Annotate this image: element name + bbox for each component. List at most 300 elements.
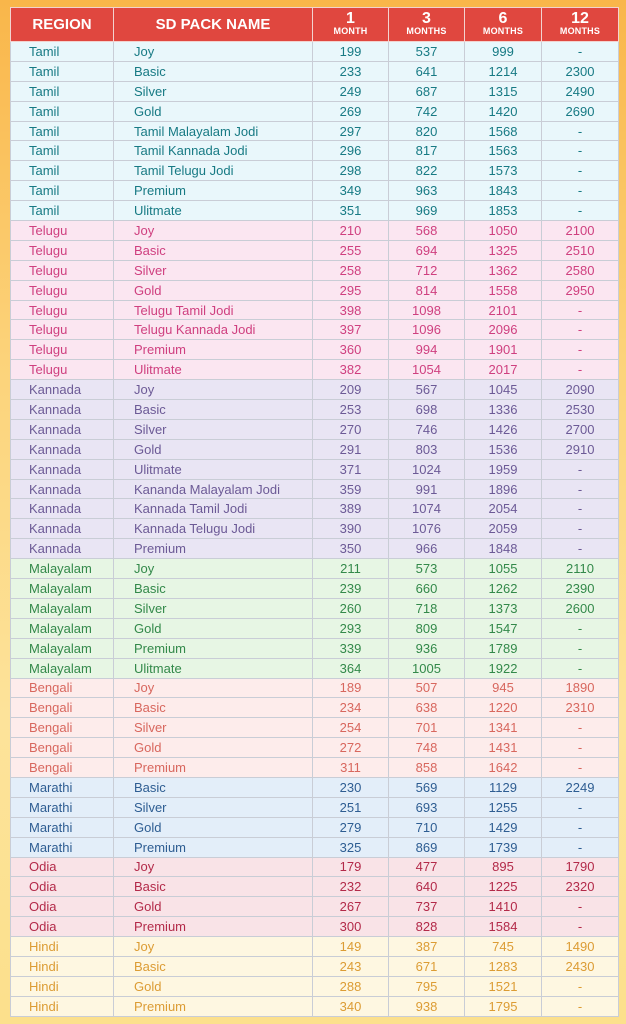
pack-name-cell: Premium: [114, 539, 313, 559]
price-1-month-cell: 300: [313, 917, 389, 937]
table-row: [11, 698, 619, 718]
table-row: [11, 340, 619, 360]
pack-name-cell: Gold: [114, 817, 313, 837]
price-6-months-cell: 2054: [465, 499, 542, 519]
header-1-month: [313, 8, 389, 42]
price-1-month-cell: 311: [313, 758, 389, 778]
price-12-months-cell: -: [542, 340, 619, 360]
price-6-months-cell: 745: [465, 937, 542, 957]
table-row: [11, 320, 619, 340]
price-12-months-cell: -: [542, 638, 619, 658]
price-6-months-cell: 1789: [465, 638, 542, 658]
price-1-month-cell: 349: [313, 181, 389, 201]
price-6-months-cell: 1922: [465, 658, 542, 678]
price-3-months-cell: 710: [389, 817, 465, 837]
price-12-months-cell: 2910: [542, 439, 619, 459]
pack-name-cell: Telugu Kannada Jodi: [114, 320, 313, 340]
price-12-months-cell: 2580: [542, 260, 619, 280]
pack-name-cell: Kannada Telugu Jodi: [114, 519, 313, 539]
price-3-months-cell: 387: [389, 937, 465, 957]
price-6-months-cell: 1642: [465, 758, 542, 778]
pack-name-cell: Tamil Telugu Jodi: [114, 161, 313, 181]
table-row: [11, 121, 619, 141]
price-6-months-cell: 1214: [465, 61, 542, 81]
price-6-months-cell: 1362: [465, 260, 542, 280]
region-cell: Malayalam: [11, 638, 114, 658]
price-3-months-cell: 746: [389, 419, 465, 439]
price-6-months-cell: 945: [465, 678, 542, 698]
table-row: [11, 260, 619, 280]
price-3-months-cell: 640: [389, 877, 465, 897]
region-cell: Telugu: [11, 320, 114, 340]
header-1-month-unit: MONTH: [333, 26, 368, 36]
price-1-month-cell: 199: [313, 42, 389, 62]
price-12-months-cell: -: [542, 141, 619, 161]
price-12-months-cell: -: [542, 817, 619, 837]
price-12-months-cell: -: [542, 479, 619, 499]
table-row: [11, 897, 619, 917]
price-1-month-cell: 267: [313, 897, 389, 917]
price-12-months-cell: -: [542, 976, 619, 996]
price-6-months-cell: 1795: [465, 996, 542, 1016]
table-row: [11, 976, 619, 996]
price-6-months-cell: 1563: [465, 141, 542, 161]
price-12-months-cell: 2490: [542, 81, 619, 101]
header-6-months-unit: MONTHS: [482, 26, 524, 36]
header-12-months-unit: MONTHS: [559, 26, 601, 36]
pack-name-cell: Silver: [114, 797, 313, 817]
table-row: [11, 221, 619, 241]
price-12-months-cell: -: [542, 996, 619, 1016]
price-6-months-cell: 1521: [465, 976, 542, 996]
pack-name-cell: Basic: [114, 61, 313, 81]
region-cell: Tamil: [11, 101, 114, 121]
table-row: [11, 678, 619, 698]
region-cell: Bengali: [11, 698, 114, 718]
price-3-months-cell: 969: [389, 201, 465, 221]
region-cell: Marathi: [11, 797, 114, 817]
price-12-months-cell: 2110: [542, 559, 619, 579]
region-cell: Tamil: [11, 61, 114, 81]
region-cell: Kannada: [11, 380, 114, 400]
price-3-months-cell: 828: [389, 917, 465, 937]
table-row: [11, 240, 619, 260]
price-1-month-cell: 359: [313, 479, 389, 499]
price-12-months-cell: 2100: [542, 221, 619, 241]
table-row: [11, 81, 619, 101]
price-1-month-cell: 371: [313, 459, 389, 479]
price-3-months-cell: 809: [389, 618, 465, 638]
table-row: [11, 758, 619, 778]
price-3-months-cell: 963: [389, 181, 465, 201]
price-12-months-cell: 2530: [542, 400, 619, 420]
price-6-months-cell: 1896: [465, 479, 542, 499]
price-3-months-cell: 737: [389, 897, 465, 917]
region-cell: Kannada: [11, 539, 114, 559]
table-row: [11, 181, 619, 201]
region-cell: Telugu: [11, 240, 114, 260]
price-1-month-cell: 260: [313, 598, 389, 618]
header-3-months: [389, 8, 465, 42]
price-3-months-cell: 573: [389, 559, 465, 579]
price-6-months-cell: 999: [465, 42, 542, 62]
price-12-months-cell: -: [542, 519, 619, 539]
table-row: [11, 618, 619, 638]
price-12-months-cell: 1790: [542, 857, 619, 877]
price-1-month-cell: 364: [313, 658, 389, 678]
price-3-months-cell: 712: [389, 260, 465, 280]
region-cell: Malayalam: [11, 618, 114, 638]
price-12-months-cell: -: [542, 181, 619, 201]
region-cell: Hindi: [11, 956, 114, 976]
price-6-months-cell: 1050: [465, 221, 542, 241]
price-6-months-cell: 1341: [465, 718, 542, 738]
price-12-months-cell: -: [542, 618, 619, 638]
price-6-months-cell: 1547: [465, 618, 542, 638]
pack-name-cell: Joy: [114, 857, 313, 877]
sd-pack-pricing-table: [10, 7, 619, 1017]
price-3-months-cell: 718: [389, 598, 465, 618]
price-1-month-cell: 390: [313, 519, 389, 539]
header-6-months: [465, 8, 542, 42]
price-1-month-cell: 232: [313, 877, 389, 897]
region-cell: Malayalam: [11, 598, 114, 618]
price-6-months-cell: 1336: [465, 400, 542, 420]
header-3-months-unit: MONTHS: [406, 26, 447, 36]
pack-name-cell: Silver: [114, 419, 313, 439]
pack-name-cell: Silver: [114, 598, 313, 618]
price-12-months-cell: -: [542, 797, 619, 817]
region-cell: Odia: [11, 917, 114, 937]
price-1-month-cell: 325: [313, 837, 389, 857]
price-3-months-cell: 641: [389, 61, 465, 81]
price-1-month-cell: 230: [313, 777, 389, 797]
price-3-months-cell: 820: [389, 121, 465, 141]
price-1-month-cell: 351: [313, 201, 389, 221]
table-row: [11, 797, 619, 817]
price-3-months-cell: 742: [389, 101, 465, 121]
price-12-months-cell: -: [542, 201, 619, 221]
price-12-months-cell: 2390: [542, 579, 619, 599]
region-cell: Malayalam: [11, 559, 114, 579]
price-6-months-cell: 895: [465, 857, 542, 877]
pack-name-cell: Tamil Kannada Jodi: [114, 141, 313, 161]
pack-name-cell: Basic: [114, 400, 313, 420]
price-6-months-cell: 1225: [465, 877, 542, 897]
region-cell: Odia: [11, 897, 114, 917]
price-1-month-cell: 382: [313, 360, 389, 380]
region-cell: Kannada: [11, 439, 114, 459]
price-12-months-cell: -: [542, 161, 619, 181]
price-6-months-cell: 1045: [465, 380, 542, 400]
price-3-months-cell: 994: [389, 340, 465, 360]
region-cell: Marathi: [11, 817, 114, 837]
price-3-months-cell: 660: [389, 579, 465, 599]
pack-name-cell: Basic: [114, 240, 313, 260]
region-cell: Kannada: [11, 499, 114, 519]
region-cell: Telugu: [11, 300, 114, 320]
region-cell: Kannada: [11, 400, 114, 420]
region-cell: Tamil: [11, 141, 114, 161]
pack-name-cell: Premium: [114, 837, 313, 857]
price-1-month-cell: 296: [313, 141, 389, 161]
price-1-month-cell: 293: [313, 618, 389, 638]
price-1-month-cell: 211: [313, 559, 389, 579]
region-cell: Tamil: [11, 42, 114, 62]
price-12-months-cell: 2510: [542, 240, 619, 260]
price-3-months-cell: 694: [389, 240, 465, 260]
table-row: [11, 559, 619, 579]
price-12-months-cell: -: [542, 300, 619, 320]
price-1-month-cell: 291: [313, 439, 389, 459]
price-3-months-cell: 698: [389, 400, 465, 420]
price-1-month-cell: 149: [313, 937, 389, 957]
table-row: [11, 877, 619, 897]
price-1-month-cell: 272: [313, 738, 389, 758]
price-1-month-cell: 389: [313, 499, 389, 519]
price-12-months-cell: 1890: [542, 678, 619, 698]
region-cell: Malayalam: [11, 579, 114, 599]
price-3-months-cell: 567: [389, 380, 465, 400]
region-cell: Hindi: [11, 937, 114, 957]
price-3-months-cell: 537: [389, 42, 465, 62]
table-row: [11, 817, 619, 837]
table-row: [11, 280, 619, 300]
price-3-months-cell: 671: [389, 956, 465, 976]
region-cell: Tamil: [11, 81, 114, 101]
region-cell: Tamil: [11, 201, 114, 221]
price-1-month-cell: 249: [313, 81, 389, 101]
price-6-months-cell: 1431: [465, 738, 542, 758]
table-row: [11, 499, 619, 519]
price-12-months-cell: 2320: [542, 877, 619, 897]
price-1-month-cell: 243: [313, 956, 389, 976]
price-12-months-cell: 2600: [542, 598, 619, 618]
price-3-months-cell: 991: [389, 479, 465, 499]
table-row: [11, 400, 619, 420]
price-12-months-cell: -: [542, 658, 619, 678]
pack-name-cell: Joy: [114, 221, 313, 241]
price-12-months-cell: -: [542, 360, 619, 380]
pack-name-cell: Basic: [114, 877, 313, 897]
price-3-months-cell: 938: [389, 996, 465, 1016]
price-1-month-cell: 288: [313, 976, 389, 996]
pack-name-cell: Premium: [114, 917, 313, 937]
price-12-months-cell: 2300: [542, 61, 619, 81]
region-cell: Bengali: [11, 718, 114, 738]
pack-name-cell: Ulitmate: [114, 360, 313, 380]
price-1-month-cell: 179: [313, 857, 389, 877]
table-body: [11, 42, 619, 1017]
price-6-months-cell: 2059: [465, 519, 542, 539]
pack-name-cell: Silver: [114, 81, 313, 101]
price-12-months-cell: 1490: [542, 937, 619, 957]
table-header-row: [11, 8, 619, 42]
pack-name-cell: Ulitmate: [114, 658, 313, 678]
price-3-months-cell: 858: [389, 758, 465, 778]
table-row: [11, 101, 619, 121]
price-12-months-cell: -: [542, 320, 619, 340]
table-row: [11, 837, 619, 857]
price-6-months-cell: 1325: [465, 240, 542, 260]
pack-name-cell: Premium: [114, 181, 313, 201]
table-row: [11, 579, 619, 599]
table-row: [11, 917, 619, 937]
price-1-month-cell: 251: [313, 797, 389, 817]
price-1-month-cell: 340: [313, 996, 389, 1016]
price-3-months-cell: 1076: [389, 519, 465, 539]
pack-name-cell: Joy: [114, 559, 313, 579]
price-3-months-cell: 569: [389, 777, 465, 797]
price-1-month-cell: 209: [313, 380, 389, 400]
price-6-months-cell: 1373: [465, 598, 542, 618]
price-6-months-cell: 1901: [465, 340, 542, 360]
pack-name-cell: Joy: [114, 42, 313, 62]
price-3-months-cell: 1005: [389, 658, 465, 678]
price-6-months-cell: 2017: [465, 360, 542, 380]
price-6-months-cell: 1255: [465, 797, 542, 817]
price-12-months-cell: -: [542, 121, 619, 141]
region-cell: Odia: [11, 877, 114, 897]
table-row: [11, 857, 619, 877]
table-row: [11, 459, 619, 479]
price-3-months-cell: 869: [389, 837, 465, 857]
region-cell: Kannada: [11, 519, 114, 539]
pack-name-cell: Basic: [114, 698, 313, 718]
price-6-months-cell: 1739: [465, 837, 542, 857]
price-1-month-cell: 258: [313, 260, 389, 280]
price-6-months-cell: 1573: [465, 161, 542, 181]
region-cell: Marathi: [11, 777, 114, 797]
price-6-months-cell: 1558: [465, 280, 542, 300]
price-3-months-cell: 1096: [389, 320, 465, 340]
price-6-months-cell: 1853: [465, 201, 542, 221]
price-1-month-cell: 397: [313, 320, 389, 340]
pack-name-cell: Premium: [114, 758, 313, 778]
table-row: [11, 658, 619, 678]
table-row: [11, 777, 619, 797]
price-12-months-cell: 2249: [542, 777, 619, 797]
table-row: [11, 380, 619, 400]
price-12-months-cell: -: [542, 738, 619, 758]
table-row: [11, 419, 619, 439]
table-row: [11, 638, 619, 658]
price-3-months-cell: 803: [389, 439, 465, 459]
pack-name-cell: Joy: [114, 380, 313, 400]
price-3-months-cell: 507: [389, 678, 465, 698]
region-cell: Bengali: [11, 678, 114, 698]
region-cell: Tamil: [11, 121, 114, 141]
table-row: [11, 141, 619, 161]
price-1-month-cell: 339: [313, 638, 389, 658]
header-12-months: [542, 8, 619, 42]
price-6-months-cell: 1315: [465, 81, 542, 101]
pack-name-cell: Ulitmate: [114, 201, 313, 221]
price-1-month-cell: 297: [313, 121, 389, 141]
price-12-months-cell: -: [542, 917, 619, 937]
table-row: [11, 738, 619, 758]
pricing-table-container: [10, 7, 618, 1017]
price-12-months-cell: -: [542, 837, 619, 857]
region-cell: Malayalam: [11, 658, 114, 678]
header-1-month-number: 1: [346, 10, 355, 27]
price-12-months-cell: -: [542, 718, 619, 738]
table-row: [11, 539, 619, 559]
price-3-months-cell: 966: [389, 539, 465, 559]
price-6-months-cell: 1129: [465, 777, 542, 797]
pack-name-cell: Gold: [114, 101, 313, 121]
price-1-month-cell: 279: [313, 817, 389, 837]
pack-name-cell: Basic: [114, 579, 313, 599]
price-3-months-cell: 1098: [389, 300, 465, 320]
region-cell: Tamil: [11, 181, 114, 201]
price-6-months-cell: 1420: [465, 101, 542, 121]
pack-name-cell: Gold: [114, 618, 313, 638]
price-12-months-cell: 2310: [542, 698, 619, 718]
region-cell: Bengali: [11, 758, 114, 778]
price-12-months-cell: 2090: [542, 380, 619, 400]
price-6-months-cell: 1220: [465, 698, 542, 718]
table-row: [11, 519, 619, 539]
table-row: [11, 956, 619, 976]
region-cell: Kannada: [11, 419, 114, 439]
table-row: [11, 439, 619, 459]
price-12-months-cell: -: [542, 897, 619, 917]
region-cell: Telugu: [11, 360, 114, 380]
region-cell: Marathi: [11, 837, 114, 857]
region-cell: Telugu: [11, 280, 114, 300]
price-6-months-cell: 1568: [465, 121, 542, 141]
region-cell: Kannada: [11, 459, 114, 479]
pack-name-cell: Gold: [114, 439, 313, 459]
price-6-months-cell: 2096: [465, 320, 542, 340]
table-row: [11, 360, 619, 380]
pack-name-cell: Joy: [114, 678, 313, 698]
price-6-months-cell: 1410: [465, 897, 542, 917]
pack-name-cell: Premium: [114, 638, 313, 658]
table-row: [11, 718, 619, 738]
price-1-month-cell: 210: [313, 221, 389, 241]
header-6-months-number: 6: [498, 10, 508, 27]
region-cell: Bengali: [11, 738, 114, 758]
table-row: [11, 300, 619, 320]
price-1-month-cell: 360: [313, 340, 389, 360]
price-1-month-cell: 398: [313, 300, 389, 320]
price-1-month-cell: 269: [313, 101, 389, 121]
pack-name-cell: Gold: [114, 976, 313, 996]
region-cell: Hindi: [11, 976, 114, 996]
pack-name-cell: Kannada Tamil Jodi: [114, 499, 313, 519]
price-1-month-cell: 255: [313, 240, 389, 260]
price-3-months-cell: 1054: [389, 360, 465, 380]
price-1-month-cell: 295: [313, 280, 389, 300]
header-3-months-number: 3: [422, 10, 431, 27]
price-6-months-cell: 1055: [465, 559, 542, 579]
region-cell: Telugu: [11, 260, 114, 280]
pack-name-cell: Silver: [114, 718, 313, 738]
pack-name-cell: Ulitmate: [114, 459, 313, 479]
price-1-month-cell: 234: [313, 698, 389, 718]
pack-name-cell: Basic: [114, 956, 313, 976]
price-12-months-cell: -: [542, 539, 619, 559]
pack-name-cell: Gold: [114, 738, 313, 758]
price-1-month-cell: 298: [313, 161, 389, 181]
price-12-months-cell: 2950: [542, 280, 619, 300]
pack-name-cell: Basic: [114, 777, 313, 797]
price-6-months-cell: 1848: [465, 539, 542, 559]
price-12-months-cell: -: [542, 459, 619, 479]
table-row: [11, 996, 619, 1016]
